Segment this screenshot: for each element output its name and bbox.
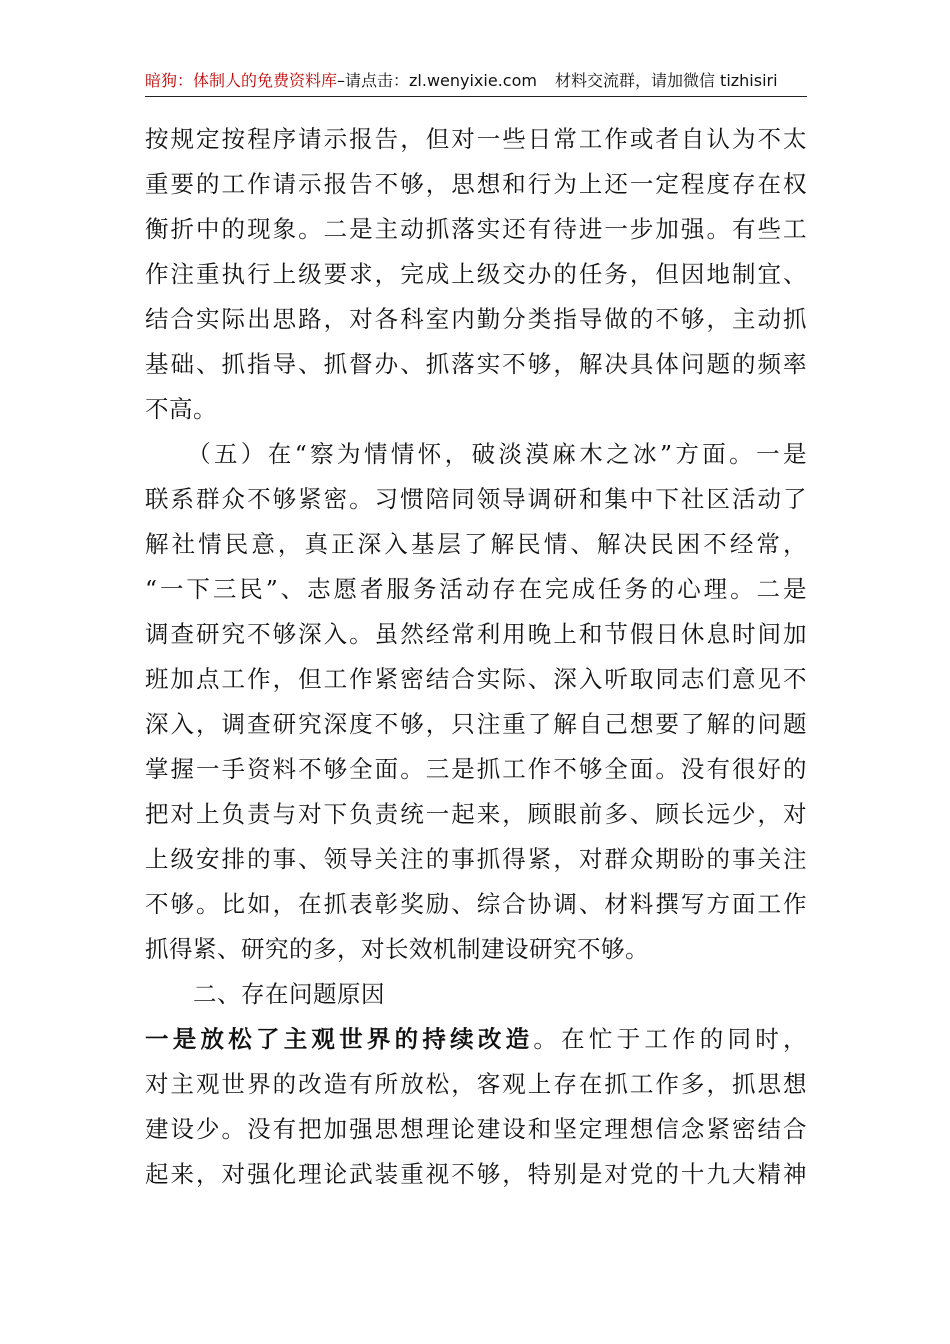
- text-line: 重要的工作请示报告不够，思想和行为上还一定程度存在权: [145, 170, 807, 198]
- text-line: 衡折中的现象。二是主动抓落实还有待进一步加强。有些工: [145, 215, 807, 243]
- text-line: 抓得紧、研究的多，对长效机制建设研究不够。: [145, 935, 649, 963]
- text-line: 把对上负责与对下负责统一起来，顾眼前多、顾长远少，对: [145, 800, 807, 828]
- text-line: [145, 1017, 807, 1062]
- text-line: 上级安排的事、领导关注的事抓得紧，对群众期盼的事关注: [145, 845, 807, 873]
- text-line: 起来，对强化理论武装重视不够，特别是对党的十九大精神: [145, 1160, 807, 1188]
- document-body: [145, 117, 807, 1197]
- text-line: “一下三民”、志愿者服务活动存在完成任务的心理。二是: [145, 575, 807, 603]
- section-heading: 二、存在问题原因: [145, 980, 385, 1008]
- text-line: 结合实际出思路，对各科室内勤分类指导做的不够，主动抓: [145, 305, 807, 333]
- text-line: （五）在“察为情情怀，破淡漠麻木之冰”方面。一是: [145, 440, 807, 468]
- paragraph-2: [145, 432, 807, 972]
- text-line: 解社情民意，真正深入基层了解民情、解决民困不经常，: [145, 530, 807, 558]
- text-line: 按规定按程序请示报告，但对一些日常工作或者自认为不太: [145, 125, 807, 153]
- text-line: 基础、抓指导、抓督办、抓落实不够，解决具体问题的频率: [145, 350, 807, 378]
- paragraph-1: [145, 117, 807, 432]
- text-line: 对主观世界的改造有所放松，客观上存在抓工作多，抓思想: [145, 1070, 807, 1098]
- header-contact: 材料交流群，请加微信 tizhisiri: [554, 71, 778, 90]
- page-header: [145, 68, 807, 97]
- text-line: 联系群众不够紧密。习惯陪同领导调研和集中下社区活动了: [145, 485, 807, 513]
- header-prompt[interactable]: –请点击：zl.wenyixie.com: [337, 71, 537, 90]
- text-line: 建设少。没有把加强思想理论建设和坚定理想信念紧密结合: [145, 1115, 807, 1143]
- text-line: 深入，调查研究深度不够，只注重了解自己想要了解的问题: [145, 710, 807, 738]
- text-line: 掌握一手资料不够全面。三是抓工作不够全面。没有很好的: [145, 755, 807, 783]
- paragraph-lead-rest: 。在忙于工作的同时，: [533, 1025, 808, 1053]
- text-line: 班加点工作，但工作紧密结合实际、深入听取同志们意见不: [145, 665, 807, 693]
- text-line: 调查研究不够深入。虽然经常利用晚上和节假日休息时间加: [145, 620, 807, 648]
- text-line: 作注重执行上级要求，完成上级交办的任务，但因地制宜、: [145, 260, 807, 288]
- header-brand: 暗狗：体制人的免费资料库: [145, 71, 338, 90]
- text-line: 不够。比如，在抓表彰奖励、综合协调、材料撰写方面工作: [145, 890, 807, 918]
- paragraph-3: [145, 1017, 807, 1197]
- text-line: 不高。: [145, 395, 217, 423]
- paragraph-lead: 一是放松了主观世界的持续改造: [145, 1025, 534, 1053]
